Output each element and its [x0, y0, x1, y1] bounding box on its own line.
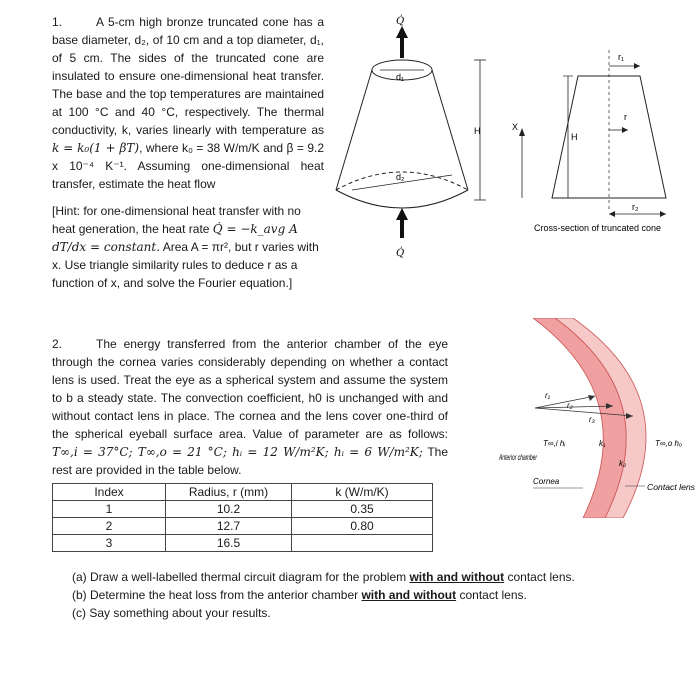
parameter-values: T∞,i = 37°C; T∞,o = 21 °C; hᵢ = 12 W/m²K; hᵢ = 6 W/m²K;: [52, 445, 423, 459]
t-outer-label: T∞,o hₒ: [655, 439, 683, 448]
table-row: [53, 518, 433, 535]
problem1-text: [52, 13, 324, 193]
k2-label: k₂: [619, 459, 627, 468]
hint-area: Area A = πr²,: [162, 240, 232, 254]
h-right-label: H: [571, 132, 578, 142]
cell-index: 3: [53, 535, 166, 552]
anterior-chamber-label: Anterior chamber: [498, 453, 538, 462]
heat-flow-top-label: Q̇: [396, 16, 405, 27]
cell-radius: 12.7: [166, 518, 292, 535]
table-row: [53, 501, 433, 518]
question-a: [72, 568, 575, 586]
cell-conductivity: [292, 535, 433, 552]
cone-3d-drawing: [336, 26, 486, 238]
d2-label: d₂: [396, 172, 405, 182]
cell-radius: 10.2: [166, 501, 292, 518]
truncated-cone-figure: [330, 10, 690, 270]
problem1-body-1: A 5-cm high bronze truncated cone has a base diameter, d₂, of 10 cm and a top diameter, d₁, of 5 cm. The sides of the truncated cone are insulated to ensure one-dimensional heat transfer. The base and the top temperatures are maintained at 100 °C and 40 °C, respectively. The thermal conductivity, k, varies linearly with temperature as: [52, 15, 324, 137]
radius-conductivity-table: [52, 483, 433, 552]
cell-conductivity: 0.35: [292, 501, 433, 518]
question-a-end: contact lens.: [507, 570, 575, 584]
header-conductivity: k (W/m/K): [292, 484, 433, 501]
question-a-emphasis: with and without: [409, 570, 505, 584]
problem1-number: 1.: [52, 15, 63, 29]
question-b: [72, 586, 575, 604]
conductivity-equation: k = k₀(1 + βT): [52, 141, 140, 155]
cornea-lens-figure: [495, 318, 700, 518]
r1-label: r₁: [618, 52, 625, 62]
cross-section-drawing: [519, 50, 666, 217]
table-row: [53, 535, 433, 552]
contact-lens-label: Contact lens: [647, 483, 695, 492]
cell-index: 2: [53, 518, 166, 535]
h-left-label: H: [474, 126, 481, 136]
hint-start: [Hint: for one-dimensional heat transfer with no heat generation, the heat rate: [52, 204, 301, 236]
problem1-body-2: , where k₀ = 38 W/m/K and β = 9.2 x 10⁻⁴ K⁻¹. Assuming one-dimensional heat transfer, estimate the heat flow: [52, 141, 325, 191]
question-a-text: (a) Draw a well-labelled thermal circuit diagram for the problem: [72, 570, 407, 584]
questions-list: [72, 568, 575, 622]
question-b-text: (b) Determine the heat loss from the anterior chamber: [72, 588, 359, 602]
parameter-values-end: The rest are provided in the table below.: [52, 445, 449, 477]
d1-label: d₁: [396, 72, 405, 82]
question-c: (c) Say something about your results.: [72, 606, 271, 620]
problem2-text: [52, 335, 448, 479]
hint-end: but r varies with x. Use triangle similarity rules to deduce r as a function of x, and solve the Fourier equation.]: [52, 240, 319, 290]
header-radius: Radius, r (mm): [166, 484, 292, 501]
problem1-hint: [52, 202, 324, 292]
table-header-row: [53, 484, 433, 501]
r-label: r: [624, 112, 627, 122]
r1-eye-label: r₁: [545, 391, 551, 400]
problem2-body: The energy transferred from the anterior chamber of the eye through the cornea varies considerably depending on whether a contact lens is used. Treat the eye as a spherical system and assume the system to b a steady state. The convection coefficient, h0 is unchanged with and without contact lens in place. The cornea and the lens cover one-third of the spherical eyeball surface area. Value of parameter are as follows:: [52, 337, 448, 441]
cell-index: 1: [53, 501, 166, 518]
r3-eye-label: r₃: [589, 415, 595, 424]
cross-section-caption: Cross-section of truncated cone: [534, 223, 662, 233]
problem2-number: 2.: [52, 337, 63, 351]
cell-radius: 16.5: [166, 535, 292, 552]
k1-label: k₁: [599, 439, 606, 448]
cell-conductivity: 0.80: [292, 518, 433, 535]
heat-rate-equation: Q̇ = −k_avg A dT/dx = constant.: [52, 222, 298, 254]
cornea-label: Cornea: [533, 477, 560, 486]
r2-label: r₂: [632, 202, 639, 212]
header-index: Index: [53, 484, 166, 501]
question-b-emphasis: with and without: [361, 588, 457, 602]
r2-eye-label: r₂: [567, 401, 573, 410]
question-b-end: contact lens.: [459, 588, 527, 602]
heat-flow-bottom-label: Q̇: [396, 248, 405, 259]
x-axis-label: X: [512, 122, 519, 132]
t-inner-label: T∞,i hᵢ: [543, 439, 566, 448]
